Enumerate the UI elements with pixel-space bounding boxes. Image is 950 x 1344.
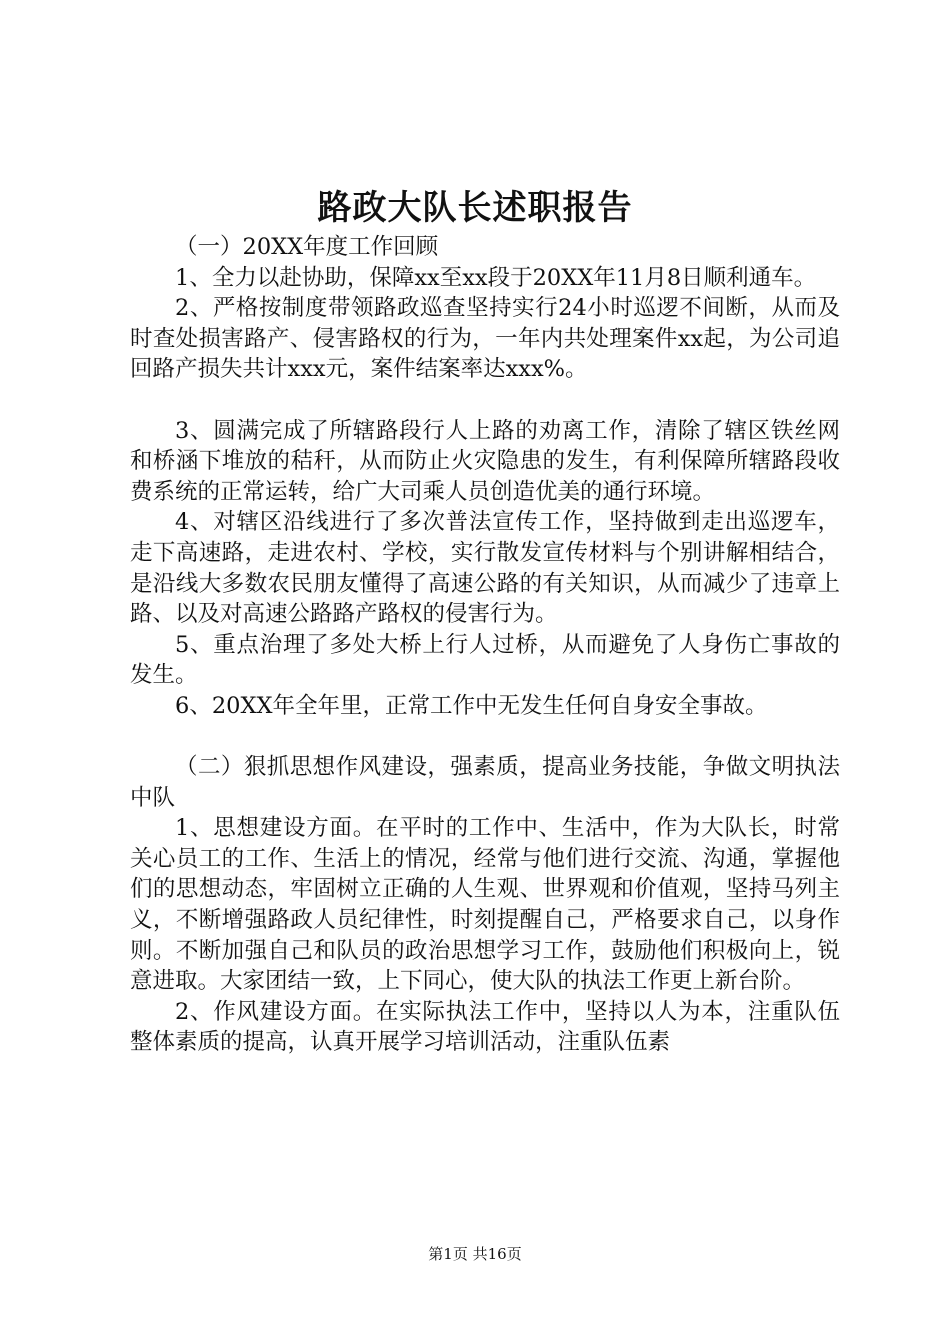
document-title: 路政大队长述职报告 — [317, 188, 633, 228]
section-heading-ideology: （二）狠抓思想作风建设，强素质，提高业务技能，争做文明执法中队 — [130, 754, 840, 811]
paragraph-ideology-2: 2、作风建设方面。在实际执法工作中，坚持以人为本，注重队伍整体素质的提高，认真开展学习培训活动，注重队伍素 — [130, 998, 840, 1056]
paragraph-ideology-1: 1、思想建设方面。在平时的工作中、生活中，作为大队长，时常关心员工的工作、生活上的情况，经常与他们进行交流、沟通，掌握他们的思想动态，牢固树立正确的人生观、世界观和价值观，坚持马列主义，不断增强路政人员纪律性，时刻提醒自己，严格要求自己，以身作则。不断加强自己和队员的政治思想学习工作，鼓励他们积极向上，锐意进取。大家团结一致，上下同心，使大队的执法工作更上新台阶。 — [130, 815, 840, 995]
paragraph-item-6: 6、20XX年全年里，正常工作中无发生任何自身安全事故。 — [175, 692, 768, 719]
paragraph-item-1: 1、全力以赴协助，保障xx至xx段于20XX年11月8日顺利通车。 — [175, 264, 817, 291]
paragraph-item-4: 4、对辖区沿线进行了多次普法宣传工作，坚持做到走出巡逻车，走下高速路，走进农村、学校，实行散发宣传材料与个别讲解相结合，是沿线大多数农民朋友懂得了高速公路的有关知识，从而减少了违章上路、以及对高速公路路产路权的侵害行为。 — [130, 509, 840, 628]
section-heading-review: （一）20XX年度工作回顾 — [175, 234, 439, 260]
paragraph-item-2: 2、严格按制度带领路政巡查坚持实行24小时巡逻不间断，从而及时查处损害路产、侵害路权的行为，一年内共处理案件xx起，为公司追回路产损失共计xxx元，案件结案率达xxx%。 — [130, 295, 840, 383]
paragraph-item-3: 3、圆满完成了所辖路段行人上路的劝离工作，清除了辖区铁丝网和桥涵下堆放的秸秆，从而防止火灾隐患的发生，有利保障所辖路段收费系统的正常运转，给广大司乘人员创造优美的通行环境。 — [130, 417, 840, 505]
paragraph-item-5: 5、重点治理了多处大桥上行人过桥，从而避免了人身伤亡事故的发生。 — [130, 631, 840, 689]
page-number-footer: 第1页 共16页 — [428, 1245, 522, 1263]
document-body — [130, 232, 840, 1058]
